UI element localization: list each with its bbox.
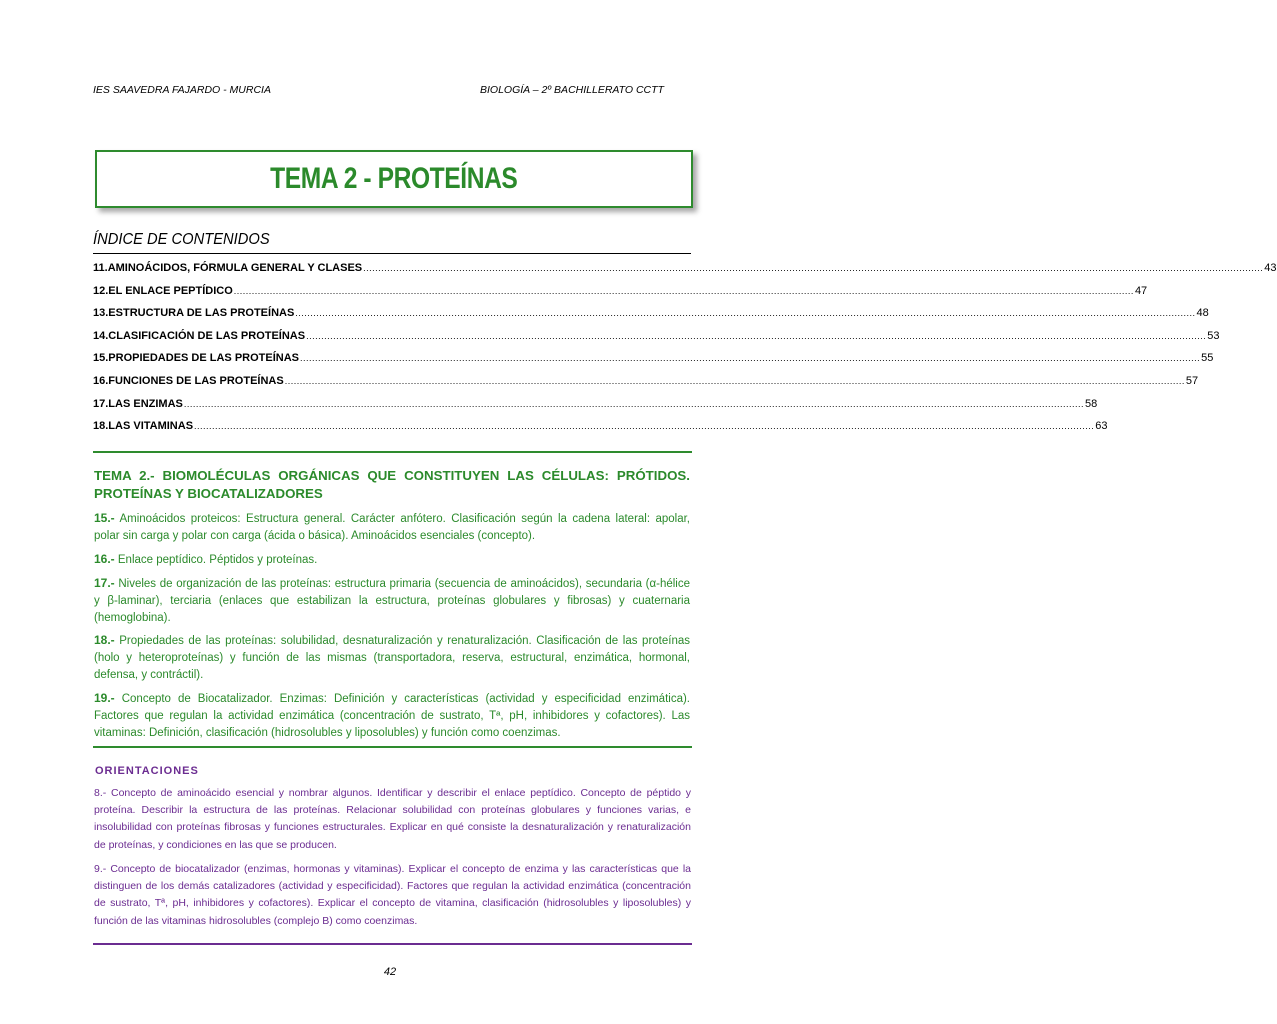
toc-page: 55 [1201,352,1214,365]
toc-page: 63 [1095,420,1108,433]
toc-entry[interactable] [93,352,1214,375]
table-of-contents [93,262,1277,443]
orientacion-item: 8.- Concepto de aminoácido esencial y nombrar algunos. Identificar y describir el enlace peptídico. Concepto de péptido y proteína. Describir la estructura de las proteínas. Relacionar solubilidad con proteínas globulares y funciones varias, e insolubilidad con proteínas fibrosas y funciones estructurales. Explicar en qué consiste la desnaturalización y renaturalización de proteínas, y condiciones en las que se producen. [94,787,691,851]
toc-entry[interactable] [93,374,1199,398]
toc-leader: ............................................................................................................................................................................................................................................................................................................ [295,308,1196,319]
toc-entry[interactable] [93,307,1209,330]
toc-label: LAS VITAMINAS [108,420,194,433]
tema-item-number: 18.- [94,633,115,647]
toc-entry[interactable] [93,420,1108,443]
tema-heading: TEMA 2.- BIOMOLÉCULAS ORGÁNICAS QUE CONSTITUYEN LAS CÉLULAS: PRÓTIDOS. PROTEÍNAS Y BIOCATALIZADORES [94,468,690,501]
toc-entry[interactable] [93,262,1277,285]
tema-item-text: Propiedades de las proteínas: solubilidad, desnaturalización y renaturalización. Clasificación de las proteínas (holo y heteroproteínas) y función de las mismas (transportadora, reserva, estructural, enzimática, hormonal, defensa, y contráctil). [94,635,690,681]
toc-page: 57 [1185,374,1199,387]
toc-entry[interactable] [93,329,1220,353]
toc-number: 13. [93,307,109,320]
toc-page: 47 [1134,284,1148,297]
tema-item-number: 16.- [94,552,115,566]
tema-item-text: Enlace peptídico. Péptidos y proteínas. [114,554,318,566]
toc-label: PROPIEDADES DE LAS PROTEÍNAS [108,352,299,365]
toc-number: 18. [93,420,109,433]
tema-item-text: Niveles de organización de las proteínas: estructura primaria (secuencia de aminoácidos), secundaria (α-hélice y β-laminar), terciaria (enlaces que estabilizan la estructura, proteínas globulares y fibrosas) y cuaternaria (hemoglobina). [94,578,690,624]
toc-page: 53 [1207,329,1220,342]
header-school: IES SAAVEDRA FAJARDO - MURCIA [93,84,271,96]
page-title: TEMA 2 - PROTEÍNAS [270,162,518,195]
header-subject: BIOLOGÍA – 2º BACHILLERATO CCTT [480,84,664,96]
tema-item-number: 15.- [94,511,115,525]
toc-label: LAS ENZIMAS [108,397,183,410]
toc-label: CLASIFICACIÓN DE LAS PROTEÍNAS [108,329,306,342]
page-number: 42 [383,966,397,978]
orientacion-item: 9.- Concepto de biocatalizador (enzimas, hormonas y vitaminas). Explicar el concepto de enzima y las características que la distinguen de los demás catalizadores (actividad y especificidad). Factores que regulan la actividad enzimática (concentración de sustrato, Tª, pH, inhibidores y cofactores). Explicar el concepto de vitamina, clasificación (hidrosolubles y liposolubles) y función de las vitaminas hidrosolubles (complejo B) como coenzimas. [94,863,691,927]
toc-number: 17. [93,397,109,410]
toc-entry[interactable] [93,397,1098,421]
toc-leader: ............................................................................................................................................................................................................................................................................................................ [306,330,1207,341]
toc-page: 43 [1264,262,1277,274]
tema-item [94,551,690,569]
title-box [95,150,693,208]
tema-item-number: 17.- [94,576,115,590]
toc-number: 12. [93,284,109,297]
tema-item [94,632,690,684]
toc-entry[interactable] [93,284,1148,308]
tema-item-text: Aminoácidos proteicos: Estructura general. Carácter anfótero. Clasificación según la cadena lateral: apolar, polar sin carga y polar con carga (ácida o básica). Aminoácidos esenciales (concepto). [94,513,690,542]
footer-divider [93,943,692,945]
tema-item [94,575,690,627]
toc-number: 11. [93,262,108,274]
toc-label: FUNCIONES DE LAS PROTEÍNAS [108,374,284,387]
toc-label: EL ENLACE PEPTÍDICO [108,284,233,297]
toc-label: ESTRUCTURA DE LAS PROTEÍNAS [108,307,295,320]
toc-leader: ............................................................................................................................................................................................................................................................................................................ [183,398,1085,409]
toc-number: 15. [93,352,109,365]
section-divider [93,746,692,748]
toc-label: AMINOÁCIDOS, FÓRMULA GENERAL Y CLASES [107,262,363,274]
toc-leader: ............................................................................................................................................................................................................................................................................................................ [233,285,1134,296]
toc-leader: ............................................................................................................................................................................................................................................................................................................ [363,263,1264,273]
tema-item [94,690,690,742]
toc-leader: ............................................................................................................................................................................................................................................................................................................ [284,375,1185,386]
index-heading: ÍNDICE DE CONTENIDOS [93,231,270,248]
toc-leader: ............................................................................................................................................................................................................................................................................................................ [300,353,1201,364]
tema-item-text: Concepto de Biocatalizador. Enzimas: Definición y características (actividad y especificidad enzimática). Factores que regulan la actividad enzimática (concentración de sustrato, Tª, pH, inhibidores y cofactores). Las vitaminas: Definición, clasificación (hidrosolubles y liposolubles) y función como coenzimas. [94,693,690,739]
toc-number: 14. [93,329,109,342]
section-divider [93,451,692,453]
toc-number: 16. [93,374,109,387]
toc-page: 48 [1196,307,1209,320]
tema-item [94,510,690,545]
index-divider [93,253,691,254]
toc-page: 58 [1085,397,1098,410]
orientaciones-heading: ORIENTACIONES [95,765,199,777]
tema-item-number: 19.- [94,691,115,705]
toc-leader: ............................................................................................................................................................................................................................................................................................................ [194,421,1095,432]
